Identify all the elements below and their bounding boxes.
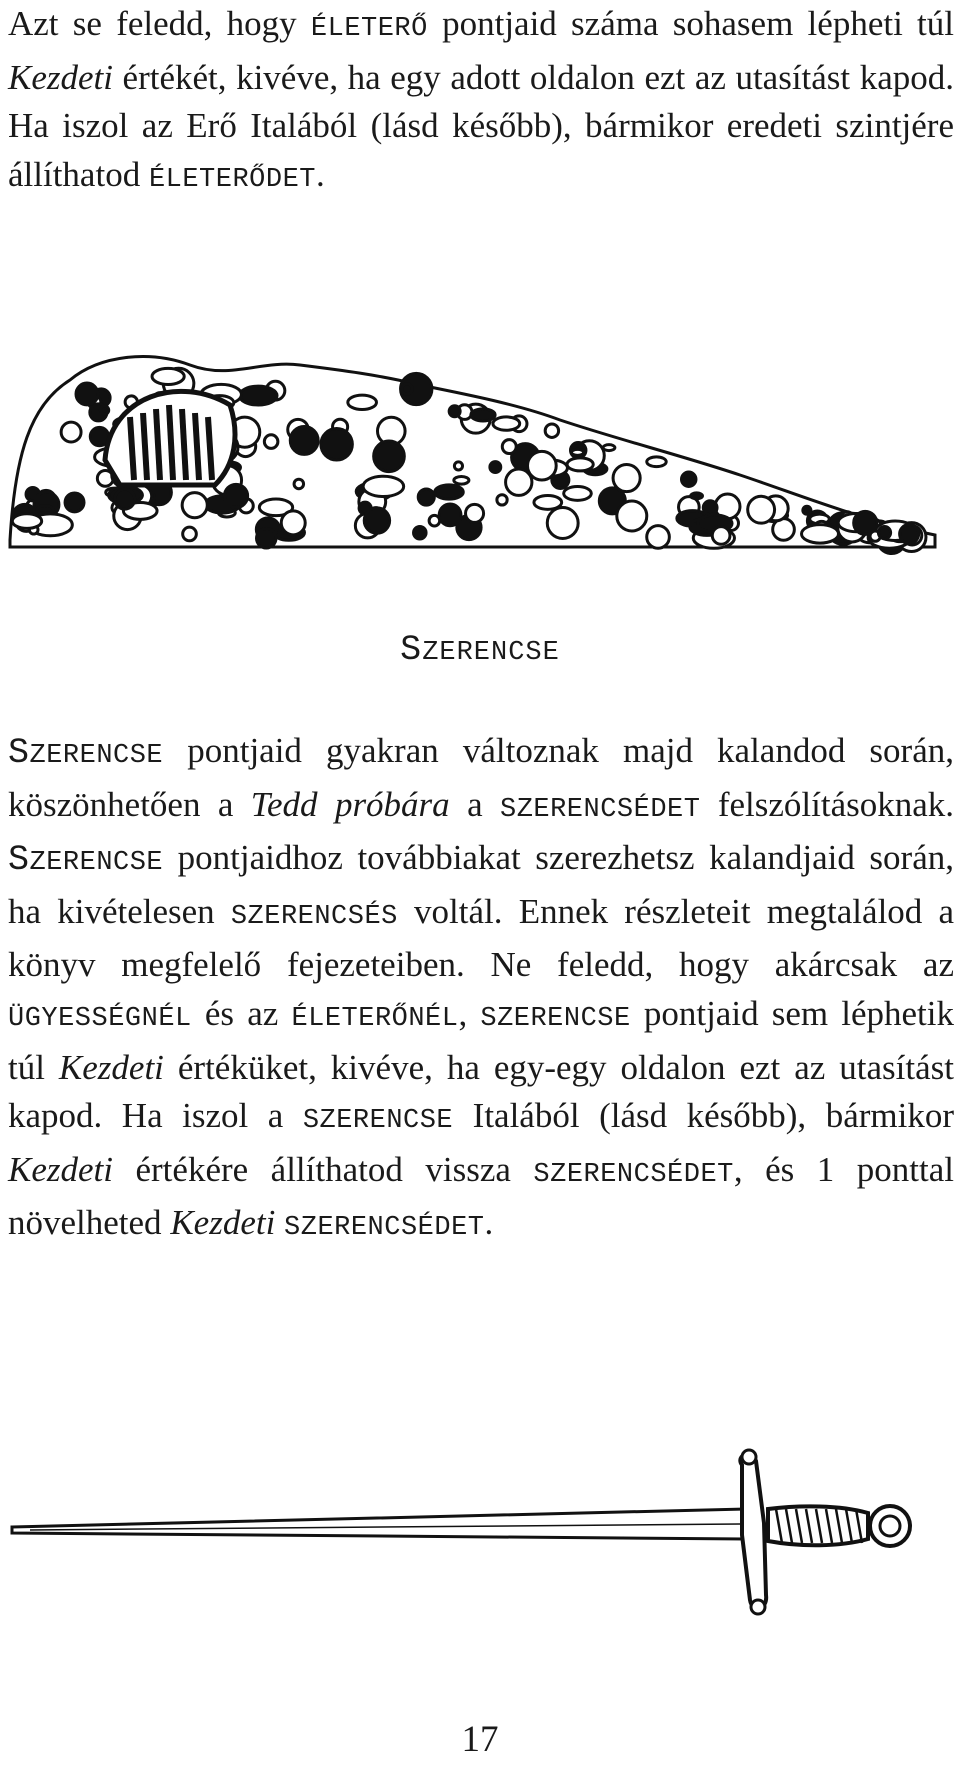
coin-shape xyxy=(183,527,197,541)
paragraph-luck xyxy=(8,727,954,1253)
coin-shape xyxy=(61,422,81,442)
grille-bar xyxy=(130,417,134,480)
coin-shape xyxy=(321,429,352,460)
small-caps-term: SZERENCSÉDET xyxy=(533,1159,734,1190)
text-run: , xyxy=(458,993,481,1033)
coin-shape xyxy=(454,477,469,485)
coin-shape xyxy=(65,493,84,512)
coin-shape xyxy=(364,508,389,533)
coin-shape xyxy=(37,506,53,514)
coin-shape xyxy=(449,406,460,417)
paragraph-stamina xyxy=(8,0,954,204)
paragraph-luck-text xyxy=(8,727,954,1253)
text-run: értékét, kivéve, ha egy adott oldalon ezt az utasítást kapod. Ha iszol az Erő Italából (lásd később), bármikor eredeti szintjére állíthatod xyxy=(8,57,954,194)
coin-shape xyxy=(435,485,464,499)
coin-shape xyxy=(471,409,495,421)
grille-bar xyxy=(143,413,147,480)
small-caps-initial: S xyxy=(8,840,30,881)
heading-rest: ZERENCSE xyxy=(422,638,560,668)
coin-shape xyxy=(466,504,484,522)
small-caps-term: SZERENCSÉS xyxy=(230,901,398,932)
paragraph-stamina-text xyxy=(8,0,954,204)
grille-bar xyxy=(195,413,199,480)
coin-shape xyxy=(900,525,919,544)
coin-shape xyxy=(493,417,520,430)
text-run: Italából (lásd később), bármikor xyxy=(453,1096,954,1136)
small-caps-initial: S xyxy=(8,733,30,773)
text-run: . xyxy=(484,1203,494,1243)
coin-shape xyxy=(374,441,405,472)
coin-shape xyxy=(12,514,41,529)
coin-shape xyxy=(647,457,666,467)
coin-shape xyxy=(402,384,412,394)
coin-shape xyxy=(691,493,703,499)
coin-shape xyxy=(294,479,304,489)
grille-bar xyxy=(169,405,173,480)
coin-shape xyxy=(439,504,461,526)
coin-shape xyxy=(617,501,647,531)
text-run: és az xyxy=(191,993,292,1033)
coin-shape xyxy=(224,484,247,507)
grille-bar xyxy=(182,409,186,480)
italic-term: Tedd próbára xyxy=(250,784,450,824)
coin-shape xyxy=(418,489,434,505)
grille-bar xyxy=(208,417,212,480)
sword-illustration xyxy=(0,1435,960,1635)
small-caps-term: SZERENCSÉDET xyxy=(284,1213,485,1244)
coin-shape xyxy=(414,526,427,539)
small-caps-term: ÉLETERŐDET xyxy=(148,164,316,195)
coin-shape xyxy=(878,527,890,539)
text-run: értéküket, kivéve, ha egy-egy oldalon ezt az utasítást kapod. Ha iszol a xyxy=(8,1047,954,1136)
coin-shape xyxy=(100,406,108,414)
coin-shape xyxy=(264,435,278,449)
text-run: felszólításoknak. xyxy=(700,784,955,824)
small-caps-rest: ZERENCSE xyxy=(29,848,164,879)
small-caps-term: SZERENCSE xyxy=(302,1106,454,1137)
small-caps-term: ÜGYESSÉGNÉL xyxy=(8,1003,192,1034)
sword-pommel xyxy=(870,1506,910,1546)
heading-initial: S xyxy=(400,630,423,670)
text-run xyxy=(275,1203,284,1242)
coin-shape xyxy=(290,426,318,454)
coin-shape xyxy=(567,458,593,471)
coin-shape xyxy=(854,511,877,534)
small-caps-term: SZERENCSÉDET xyxy=(500,794,701,825)
coin-shape xyxy=(497,495,507,505)
grille-bar xyxy=(156,409,160,480)
sword-blade xyxy=(12,1509,745,1539)
sword-grip xyxy=(768,1506,868,1545)
coin-shape xyxy=(257,529,276,548)
coin-shape xyxy=(348,395,377,409)
coin-shape xyxy=(152,368,184,384)
text-run: Azt se feledd, hogy xyxy=(8,4,311,43)
section-heading xyxy=(0,630,960,670)
coin-shape xyxy=(681,472,695,486)
coin-shape xyxy=(802,525,839,543)
text-run: voltál. Ennek részleteit megtalálod a könyv megfelelő fejezeteiben. Ne feledd, hogy akárcsak az xyxy=(8,891,955,985)
text-run: pontjaid gyakran változnak majd kalandod során, köszönhetően a xyxy=(8,731,954,824)
coin-shape xyxy=(803,506,811,514)
italic-term: Kezdeti xyxy=(58,1047,164,1087)
coin-shape xyxy=(115,489,135,509)
coin-shape xyxy=(547,508,578,539)
coin-shape xyxy=(703,501,717,515)
italic-term: Kezdeti xyxy=(8,1149,113,1189)
coin-shape xyxy=(647,526,670,549)
small-caps-term xyxy=(8,840,164,881)
small-caps-term xyxy=(8,733,164,773)
italic-term: Kezdeti xyxy=(170,1203,276,1243)
sword-crossguard xyxy=(740,1450,766,1614)
coin-shape xyxy=(239,386,277,405)
coin-shape xyxy=(363,476,404,496)
text-run: pontjaid sem léphetik túl xyxy=(8,993,954,1087)
coin-shape xyxy=(564,487,592,501)
italic-term: Kezdeti xyxy=(8,57,113,97)
coin-shape xyxy=(490,462,501,473)
coin-shape xyxy=(182,493,207,518)
coin-shape xyxy=(528,451,557,480)
coin-shape xyxy=(603,445,615,451)
small-caps-term: SZERENCSE xyxy=(480,1003,631,1034)
text-run: pontjaidhoz továbbiakat szerezhetsz kalandjaid során, ha kivételesen xyxy=(8,838,954,931)
text-run: a xyxy=(449,784,500,824)
coin-shape xyxy=(281,511,305,535)
text-run: . xyxy=(315,154,325,194)
coin-shape xyxy=(454,462,462,470)
page-number: 17 xyxy=(461,1719,499,1760)
text-run: , és 1 ponttal növelheted xyxy=(8,1149,954,1243)
small-caps-rest: ZERENCSE xyxy=(29,741,164,771)
coin-shape xyxy=(572,449,584,455)
coin-shape xyxy=(545,424,558,437)
coin-shape xyxy=(712,527,730,545)
coin-shape xyxy=(748,496,775,523)
small-caps-term: ÉLETERŐNÉL xyxy=(291,1003,459,1034)
text-run: pontjaid száma sohasem lépheti túl xyxy=(427,4,955,43)
coin-shape xyxy=(76,383,98,405)
coin-shape xyxy=(502,440,516,454)
treasure-hoard-illustration xyxy=(0,335,960,575)
text-run: értékére állíthatod vissza xyxy=(112,1149,534,1189)
small-caps-term: ÉLETERŐ xyxy=(310,14,428,44)
